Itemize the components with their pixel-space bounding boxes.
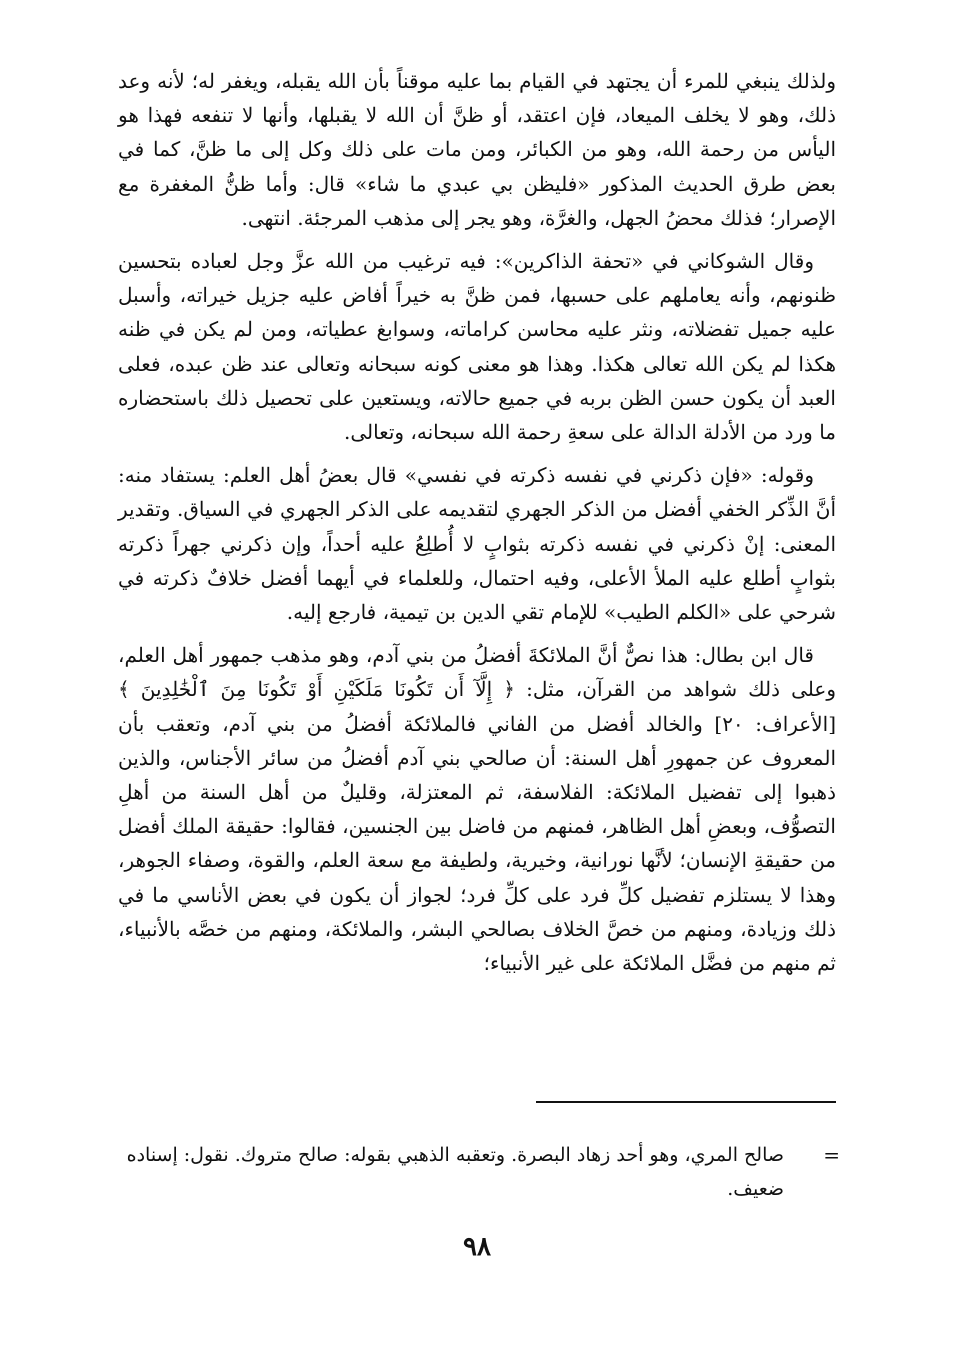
paragraph-shawkani-quote: وقال الشوكاني في «تحفة الذاكرين»: فيه ترغيب من الله عزَّ وجل لعباده بتحسين ظنونهم، وأنه يعاملهم على حسبها، فمن ظنَّ به خيراً أفاض عليه جزيل خيراته، وأسبل عليه جميل تفضلاته، ونثر عليه محاسن كراماته، وسوابغ عطياته، ومن لم يكن في ظنه هكذا لم يكن الله تعالى هكذا. وهذا هو معنى كونه سبحانه وتعالى عند ظن عبده، فعلى العبد أن يكون حسن الظن بربه في جميع حالاته، ويستعين على تحصيل ذلك باستحضاره ما ورد من الأدلة الدالة على سعةِ رحمة الله سبحانه، وتعالى. xyxy=(118,249,836,445)
main-text xyxy=(118,64,836,989)
page-number: ٩٨ xyxy=(463,1232,491,1262)
footnote-divider xyxy=(536,1101,836,1103)
paragraph-hope-in-god: ولذلك ينبغي للمرء أن يجتهد في القيام بما عليه موقناً بأن الله يقبله، ويغفر له؛ لأنه وعد ذلك، وهو لا يخلف الميعاد، فإن اعتقد، أو ظنَّ أن الله لا يقبلها، وأنها لا تنفعه فهذا هو اليأس من رحمة الله، وهو من الكبائر، ومن مات على ذلك وكل إلى ما ظنَّ، كما في بعض طرق الحديث المذكور «فليظن بي عبدي ما شاء» قال: وأما ظنُّ المغفرة مع الإصرار؛ فذلك محضُ الجهل، والغرَّة، وهو يجر إلى مذهب المرجئة. انتهى. xyxy=(118,69,836,230)
footnote-text: صالح المري، وهو أحد زهاد البصرة. وتعقبه الذهبي بقوله: صالح متروك. نقول: إسناده ضعيف. xyxy=(126,1144,784,1200)
paragraph-ibn-battal-angels: قال ابن بطال: هذا نصٌّ أنَّ الملائكةَ أفضلُ من بني آدم، وهو مذهب جمهور أهل العلم، وعلى ذلك شواهد من القرآن، مثل: ﴿ إِلَّآ أَن تَكُونَا مَلَكَيْنِ أَوْ تَكُونَا مِنَ ٱلْخَٰلِدِينَ ﴾ [الأعراف: ٢٠] والخالد أفضل من الفاني فالملائكة أفضلُ من بني آدم، وتعقب بأن المعروف عن جمهورِ أهل السنة: أن صالحي بني آدم أفضلُ من سائر الأجناس، والذين ذهبوا إلى تفضيل الملائكة: الفلاسفة، ثم المعتزلة، وقليلٌ من أهل السنة من أهلِ التصوُّف، وبعضِ أهل الظاهر، فمنهم من فاضل بين الجنسين، فقالوا: حقيقة الملك أفضل من حقيقةِ الإنسان؛ لأنَّها نورانية، وخيرية، ولطيفة مع سعة العلم، والقوة، وصفاء الجوهر، وهذا لا يستلزم تفضيل كلِّ فرد على كلِّ فرد؛ لجواز أن يكون في بعض الأناسي ما في ذلك وزيادة، ومنهم من خصَّ الخلاف بصالحي البشر، والملائكة، ومنهم من خصَّه بالأنبياء، ثم منهم من فضَّل الملائكة على غير الأنبياء؛ xyxy=(118,643,836,976)
paragraph-silent-remembrance: وقوله: «فإن ذكرني في نفسه ذكرته في نفسي» قال بعضُ أهل العلم: يستفاد منه: أنَّ الذِّكر الخفي أفضل من الذكر الجهري لتقديمه على الذكر الجهري في السياق. وتقدير المعنى: إنْ ذكرني في نفسه ذكرته بثوابٍ لا أُطلِعُ عليه أحداً، وإن ذكرني جهراً ذكرته بثوابٍ أطلع عليه الملأ الأعلى، وفيه احتمال، وللعلماء في أيهما أفضل خلافٌ ذكرته في شرحي على «الكلم الطيب» للإمام تقي الدين بن تيمية، فارجع إليه. xyxy=(118,463,836,625)
footnote-continuation-marker: = xyxy=(823,1143,840,1167)
footnote xyxy=(118,1138,840,1206)
